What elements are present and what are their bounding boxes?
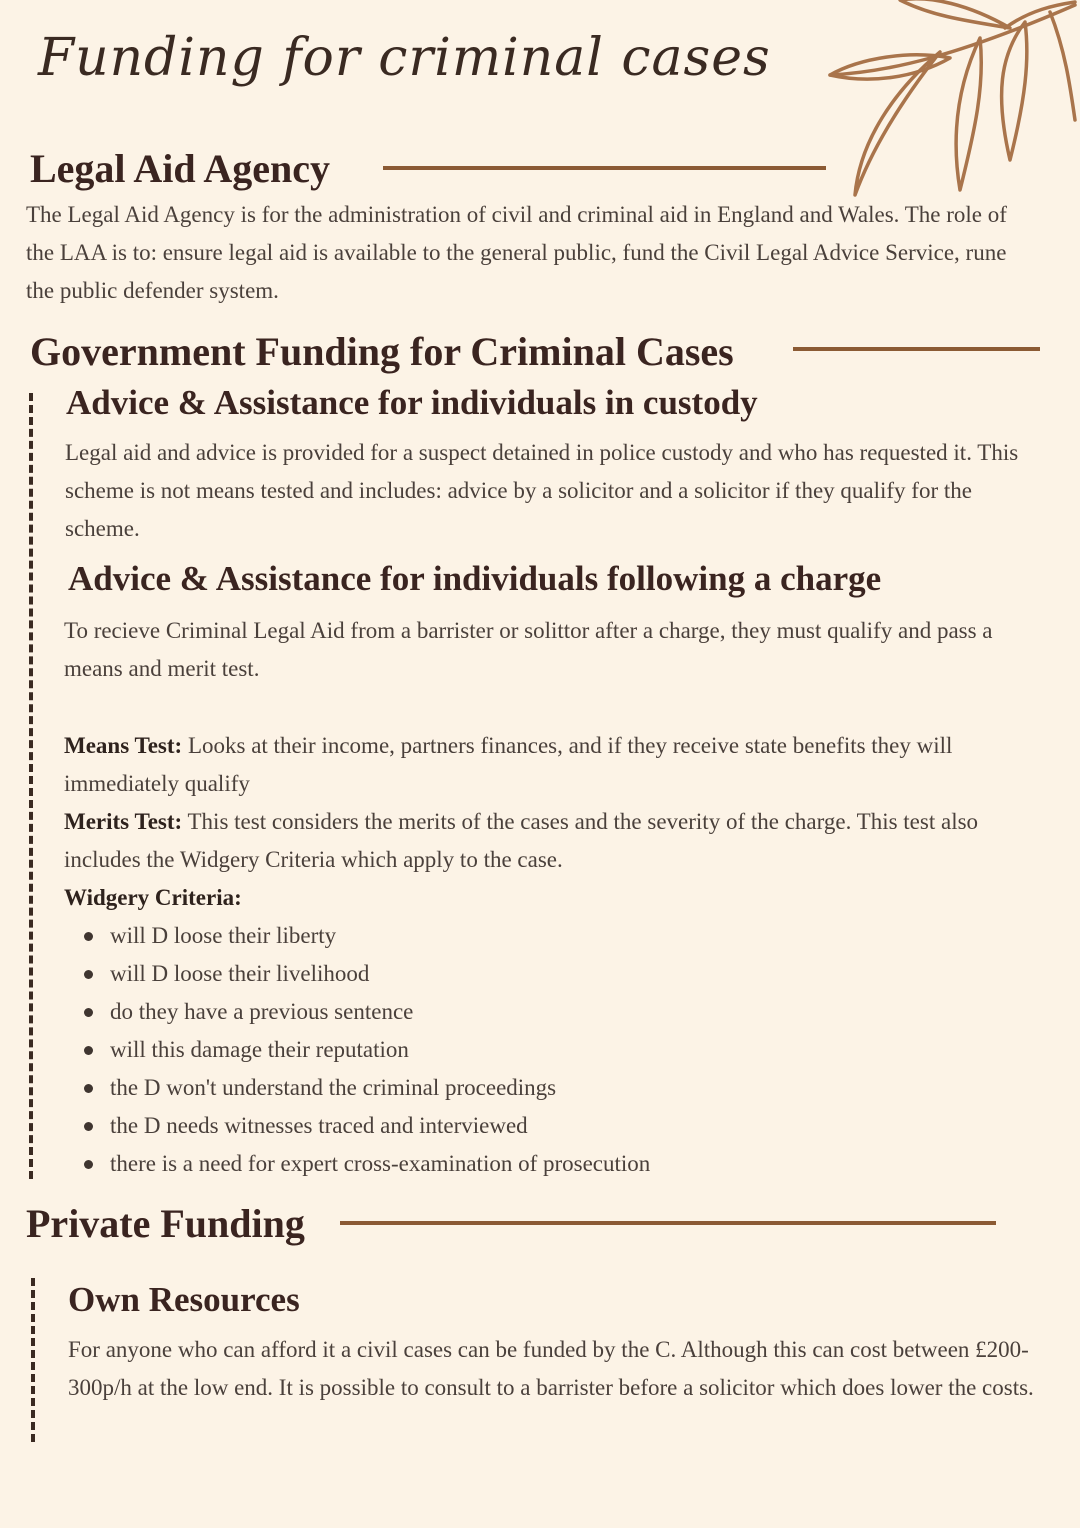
charge-paragraph: To recieve Criminal Legal Aid from a barrister or solittor after a charge, they must qualify and pass a means and merit test. [64, 618, 993, 681]
bullet-icon [84, 1122, 93, 1131]
custody-heading: Advice & Assistance for individuals in custody [66, 383, 758, 422]
section-dashed-line [31, 1278, 35, 1442]
own-resources-heading: Own Resources [68, 1280, 300, 1319]
list-item: there is a need for expert cross-examination of prosecution [64, 1145, 964, 1183]
custody-paragraph: Legal aid and advice is provided for a suspect detained in police custody and who has requested it. This scheme is not means tested and includes: advice by a solicitor and a solicitor if they qualify for the scheme. [65, 440, 1019, 541]
list-item: will D loose their liberty [64, 917, 964, 955]
merits-test-text: This test considers the merits of the cases and the severity of the charge. This test also includes the Widgery Criteria which apply to the case. [64, 809, 979, 872]
page-title: Funding for criminal cases [38, 28, 771, 88]
widgery-label-line [64, 879, 242, 917]
charge-heading: Advice & Assistance for individuals following a charge [68, 559, 882, 598]
section-dashed-line [29, 393, 33, 1179]
private-funding-heading: Private Funding [26, 1201, 305, 1246]
bullet-icon [84, 970, 93, 979]
bullet-icon [84, 1084, 93, 1093]
heading-rule [793, 347, 1040, 351]
list-item: will this damage their reputation [64, 1031, 964, 1069]
means-test-paragraph [64, 727, 1039, 803]
merits-test-label: Merits Test: [64, 809, 183, 834]
laa-paragraph: The Legal Aid Agency is for the administration of civil and criminal aid in England and Wales. The role of the LAA is to: ensure legal aid is available to the general public, fund the Civil Legal Advice Service, rune the public defender system. [26, 202, 1007, 303]
legal-aid-agency-heading: Legal Aid Agency [30, 146, 331, 191]
bullet-icon [84, 932, 93, 941]
merits-test-paragraph [64, 803, 1054, 879]
government-funding-heading: Government Funding for Criminal Cases [30, 329, 734, 374]
list-item: the D won't understand the criminal proceedings [64, 1069, 964, 1107]
widgery-criteria-list [64, 917, 964, 1183]
means-test-text: Looks at their income, partners finances, and if they receive state benefits they will immediately qualify [64, 733, 953, 796]
bullet-icon [84, 1046, 93, 1055]
list-item: do they have a previous sentence [64, 993, 964, 1031]
widgery-criteria-label: Widgery Criteria: [64, 885, 242, 910]
leaf-branch-icon [800, 0, 1080, 200]
own-resources-paragraph: For anyone who can afford it a civil cases can be funded by the C. Although this can cost between £200-300p/h at the low end. It is possible to consult to a barrister before a solicitor which does lower the costs. [68, 1337, 1034, 1400]
means-test-label: Means Test: [64, 733, 183, 758]
bullet-icon [84, 1008, 93, 1017]
bullet-icon [84, 1160, 93, 1169]
heading-rule [340, 1221, 996, 1225]
list-item: will D loose their livelihood [64, 955, 964, 993]
list-item: the D needs witnesses traced and interviewed [64, 1107, 964, 1145]
heading-rule [383, 166, 826, 170]
